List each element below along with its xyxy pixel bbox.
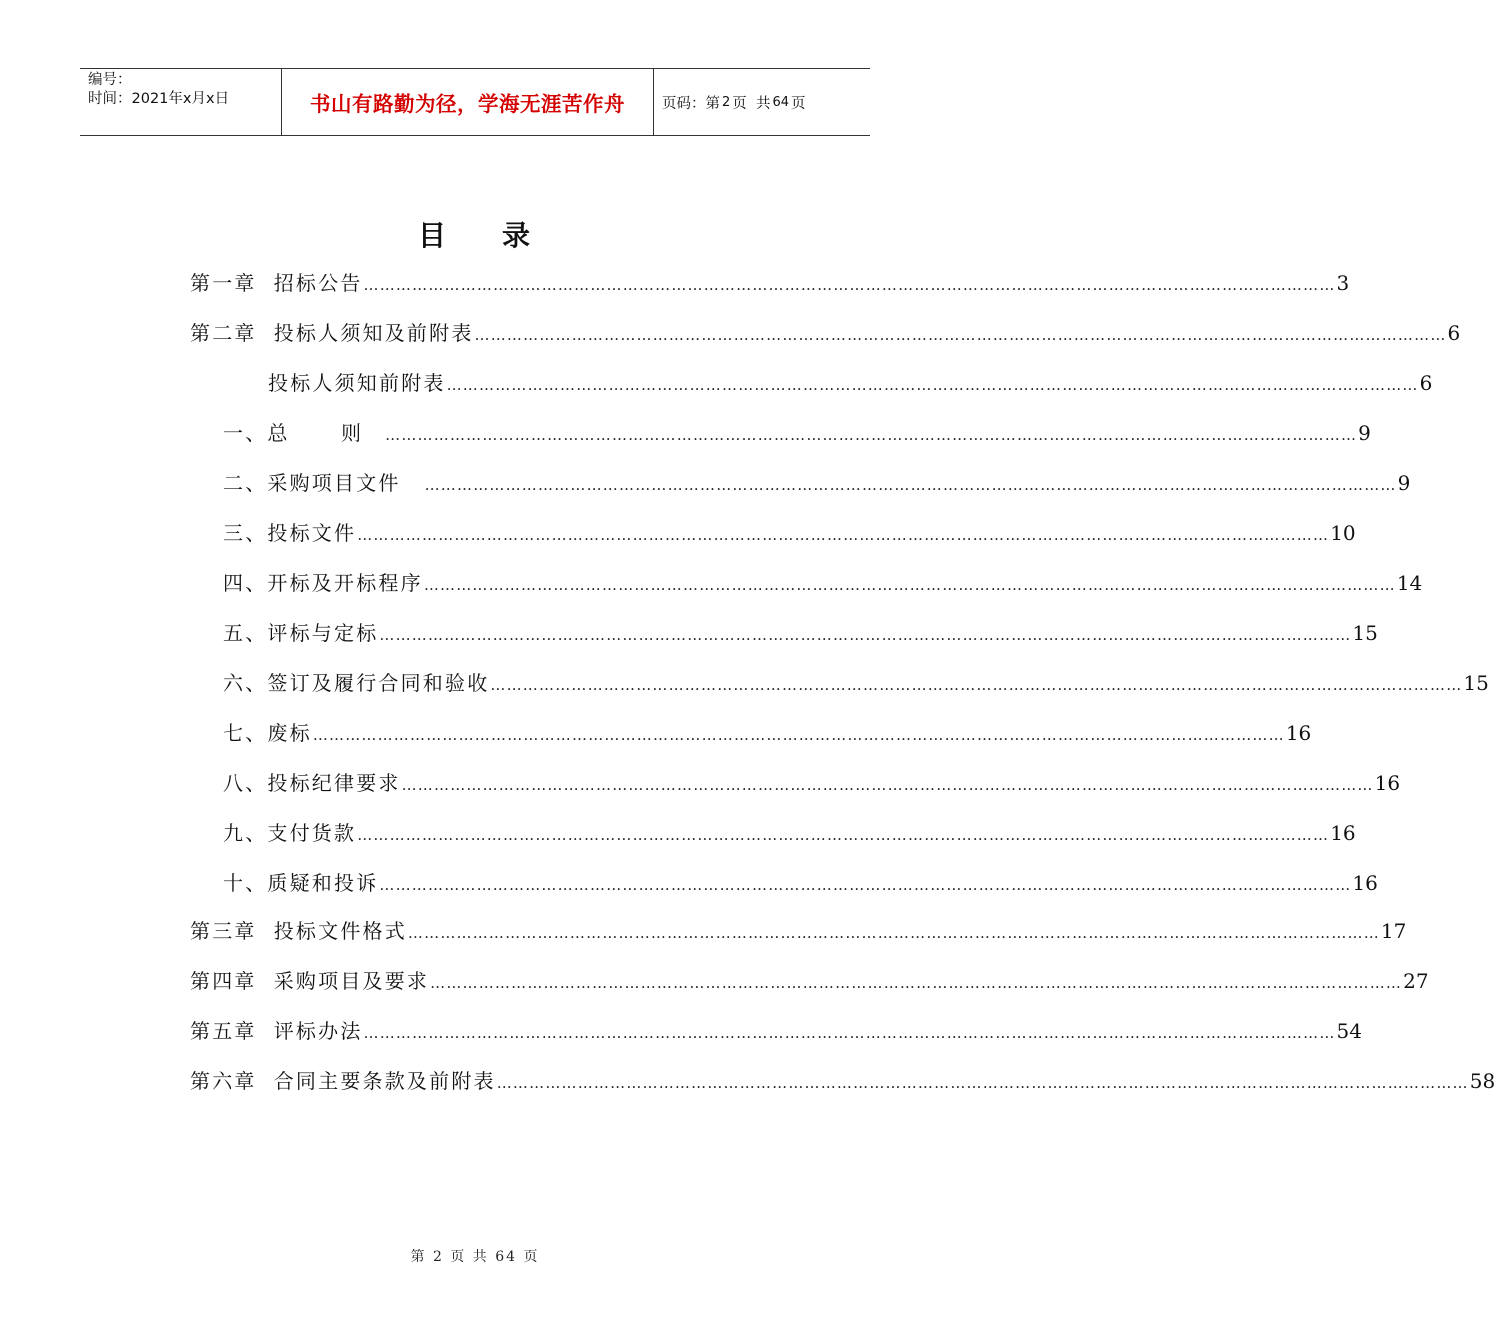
- toc-entry-label: 投标人须知前附表: [268, 371, 446, 395]
- toc-entry-label: 第三章 投标文件格式: [190, 919, 407, 943]
- toc-leader: ………………………………………………………………………………………………………………………………………………………………: [401, 776, 1374, 794]
- toc-entry[interactable]: [268, 368, 1433, 398]
- toc-leader: ………………………………………………………………………………………………………………………………………………………………: [379, 876, 1352, 894]
- toc-entry-page: 16: [1330, 821, 1356, 845]
- toc-entry[interactable]: [223, 518, 1356, 548]
- toc-entry[interactable]: [190, 916, 1407, 946]
- toc-entry-page: 17: [1380, 919, 1407, 943]
- toc-leader: ………………………………………………………………………………………………………………………………………………………………: [446, 376, 1419, 394]
- toc-entry[interactable]: [223, 718, 1312, 748]
- document-date-label: 时间：2021年x月x日: [88, 91, 230, 107]
- toc-leader: ………………………………………………………………………………………………………………………………………………………………: [379, 626, 1352, 644]
- page-title: [0, 214, 950, 254]
- toc-entry-label: 四、开标及开标程序: [223, 571, 423, 595]
- toc-leader: ………………………………………………………………………………………………………………………………………………………………: [474, 326, 1447, 344]
- header-page-info: [654, 69, 870, 135]
- toc-entry[interactable]: [223, 668, 1489, 698]
- toc-entry-page: 16: [1374, 771, 1401, 795]
- title-char-2: 录: [502, 219, 533, 252]
- title-char-1: 目: [417, 219, 448, 252]
- toc-entry-page: 15: [1352, 621, 1378, 645]
- toc-entry-page: 14: [1396, 571, 1423, 595]
- toc-entry-page: 58: [1469, 1069, 1495, 1093]
- toc-entry-page: 6: [1447, 321, 1461, 345]
- toc-entry[interactable]: [223, 568, 1423, 598]
- toc-entry-page: 6: [1419, 371, 1433, 395]
- toc-entry-label: 五、评标与定标: [223, 621, 379, 645]
- toc-entry[interactable]: [223, 418, 1371, 448]
- toc-entry-label: 一、总 则: [223, 421, 364, 445]
- toc-entry-page: 9: [1397, 471, 1411, 495]
- toc-entry-page: 9: [1358, 421, 1371, 445]
- toc-entry-page: 10: [1330, 521, 1356, 545]
- header-motto: 书山有路勤为径，学海无涯苦作舟: [282, 69, 654, 135]
- page-total: 64: [772, 94, 790, 110]
- toc-leader: ………………………………………………………………………………………………………………………………………………………………: [385, 426, 1358, 444]
- toc-entry-label: 第六章 合同主要条款及前附表: [190, 1069, 496, 1093]
- toc-entry[interactable]: [190, 318, 1461, 348]
- toc-entry[interactable]: [223, 618, 1378, 648]
- toc-entry-page: 16: [1285, 721, 1312, 745]
- toc-entry-label: 第五章 评标办法: [190, 1019, 363, 1043]
- page-header: [80, 68, 870, 136]
- toc-entry-label: 七、废标: [223, 721, 312, 745]
- page-current: 2: [722, 94, 731, 110]
- toc-entry-label: 第二章 投标人须知及前附表: [190, 321, 474, 345]
- page-prefix: 页码：第: [662, 95, 720, 112]
- toc-entry[interactable]: [190, 1016, 1362, 1046]
- toc-leader: ………………………………………………………………………………………………………………………………………………………………: [496, 1074, 1469, 1092]
- toc-entry[interactable]: [190, 268, 1350, 298]
- toc-entry[interactable]: [190, 1066, 1495, 1096]
- toc-entry[interactable]: [223, 468, 1411, 498]
- toc-entry-label: 六、签订及履行合同和验收: [223, 671, 490, 695]
- toc-entry-label: 八、投标纪律要求: [223, 771, 401, 795]
- toc-entry-page: 16: [1352, 871, 1378, 895]
- toc-entry[interactable]: [223, 818, 1356, 848]
- toc-leader: ………………………………………………………………………………………………………………………………………………………………: [312, 726, 1285, 744]
- toc-entry-label: 三、投标文件: [223, 521, 357, 545]
- toc-leader: ………………………………………………………………………………………………………………………………………………………………: [407, 924, 1380, 942]
- page-suffix: 页: [791, 95, 806, 112]
- toc-entry-page: 54: [1336, 1019, 1362, 1043]
- toc-leader: ………………………………………………………………………………………………………………………………………………………………: [424, 476, 1397, 494]
- toc-entry-label: 十、质疑和投诉: [223, 871, 379, 895]
- toc-entry-page: 15: [1463, 671, 1489, 695]
- toc-entry-label: 九、支付货款: [223, 821, 357, 845]
- page-footer: 第 2 页 共 64 页: [410, 1249, 540, 1265]
- toc-entry-label: 第一章 招标公告: [190, 271, 363, 295]
- toc-leader: ………………………………………………………………………………………………………………………………………………………………: [363, 1024, 1336, 1042]
- toc-entry[interactable]: [190, 966, 1429, 996]
- toc-entry[interactable]: [223, 868, 1378, 898]
- page-mid: 页 共: [732, 95, 771, 112]
- toc-leader: ………………………………………………………………………………………………………………………………………………………………: [363, 276, 1336, 294]
- toc-entry-label: 第四章 采购项目及要求: [190, 969, 430, 993]
- toc-entry-label: 二、采购项目文件: [223, 471, 401, 495]
- toc-entry-page: 3: [1336, 271, 1350, 295]
- toc-leader: ………………………………………………………………………………………………………………………………………………………………: [423, 576, 1396, 594]
- toc-leader: ………………………………………………………………………………………………………………………………………………………………: [490, 676, 1463, 694]
- toc-leader: ………………………………………………………………………………………………………………………………………………………………: [357, 526, 1330, 544]
- toc-leader: ………………………………………………………………………………………………………………………………………………………………: [430, 974, 1403, 992]
- toc-leader: ………………………………………………………………………………………………………………………………………………………………: [357, 826, 1330, 844]
- toc-entry[interactable]: [223, 768, 1401, 798]
- header-meta: [80, 69, 282, 135]
- toc-entry-page: 27: [1403, 969, 1429, 993]
- document-number-label: 编号：: [88, 72, 132, 88]
